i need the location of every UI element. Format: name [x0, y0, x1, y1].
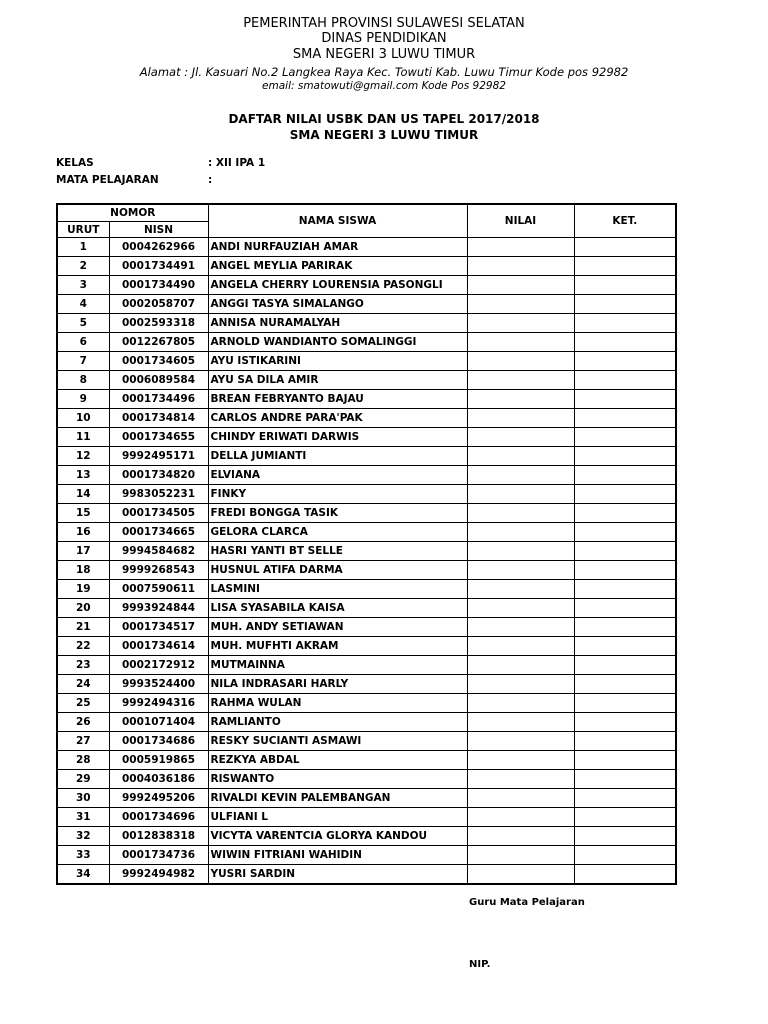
- row-nisn: 9983052231: [109, 485, 208, 504]
- row-number: 17: [57, 542, 109, 561]
- row-nisn: 0001734736: [109, 846, 208, 865]
- row-nilai: [467, 865, 574, 885]
- row-nilai: [467, 713, 574, 732]
- row-student-name: WIWIN FITRIANI WAHIDIN: [208, 846, 467, 865]
- row-nisn: 0004262966: [109, 238, 208, 257]
- row-ket: [574, 276, 676, 295]
- row-number: 1: [57, 238, 109, 257]
- row-student-name: ANGGI TASYA SIMALANGO: [208, 295, 467, 314]
- header-address: Alamat : Jl. Kasuari No.2 Langkea Raya Kec. Towuti Kab. Luwu Timur Kode pos 92982: [139, 65, 629, 79]
- header-urut: URUT: [57, 222, 109, 238]
- row-student-name: DELLA JUMIANTI: [208, 447, 467, 466]
- row-student-name: ARNOLD WANDIANTO SOMALINGGI: [208, 333, 467, 352]
- row-number: 30: [57, 789, 109, 808]
- row-ket: [574, 865, 676, 885]
- row-ket: [574, 599, 676, 618]
- row-number: 22: [57, 637, 109, 656]
- row-nisn: 0001734820: [109, 466, 208, 485]
- row-number: 7: [57, 352, 109, 371]
- table-row: [57, 827, 676, 846]
- row-nisn: 0001734655: [109, 428, 208, 447]
- table-row: [57, 846, 676, 865]
- row-student-name: AYU SA DILA AMIR: [208, 371, 467, 390]
- row-nilai: [467, 618, 574, 637]
- row-student-name: CARLOS ANDRE PARA'PAK: [208, 409, 467, 428]
- row-nilai: [467, 238, 574, 257]
- row-nisn: 0001734686: [109, 732, 208, 751]
- row-nilai: [467, 561, 574, 580]
- row-nisn: 0002172912: [109, 656, 208, 675]
- row-nisn: 0001734696: [109, 808, 208, 827]
- row-nisn: 0001734605: [109, 352, 208, 371]
- row-nilai: [467, 637, 574, 656]
- table-row: [57, 428, 676, 447]
- row-ket: [574, 333, 676, 352]
- table-row: [57, 637, 676, 656]
- row-ket: [574, 542, 676, 561]
- row-nisn: 9992494316: [109, 694, 208, 713]
- row-nilai: [467, 656, 574, 675]
- row-nilai: [467, 428, 574, 447]
- row-student-name: FINKY: [208, 485, 467, 504]
- row-nilai: [467, 789, 574, 808]
- table-row: [57, 732, 676, 751]
- table-row: [57, 238, 676, 257]
- row-nilai: [467, 675, 574, 694]
- row-nilai: [467, 295, 574, 314]
- row-student-name: REZKYA ABDAL: [208, 751, 467, 770]
- mapel-value: :: [208, 174, 213, 186]
- row-number: 12: [57, 447, 109, 466]
- table-row: [57, 333, 676, 352]
- row-student-name: NILA INDRASARI HARLY: [208, 675, 467, 694]
- table-row: [57, 865, 676, 885]
- row-nilai: [467, 276, 574, 295]
- row-ket: [574, 770, 676, 789]
- row-number: 34: [57, 865, 109, 885]
- row-student-name: RESKY SUCIANTI ASMAWI: [208, 732, 467, 751]
- row-student-name: LASMINI: [208, 580, 467, 599]
- header-nomor: NOMOR: [57, 204, 208, 222]
- table-row: [57, 314, 676, 333]
- row-nisn: 0002593318: [109, 314, 208, 333]
- table-row: [57, 675, 676, 694]
- row-ket: [574, 656, 676, 675]
- header-nama-siswa: NAMA SISWA: [208, 204, 467, 238]
- row-ket: [574, 295, 676, 314]
- row-number: 27: [57, 732, 109, 751]
- row-number: 4: [57, 295, 109, 314]
- row-ket: [574, 694, 676, 713]
- row-nisn: 0012267805: [109, 333, 208, 352]
- row-nilai: [467, 485, 574, 504]
- row-number: 24: [57, 675, 109, 694]
- table-row: [57, 409, 676, 428]
- row-number: 21: [57, 618, 109, 637]
- document-subtitle: SMA NEGERI 3 LUWU TIMUR: [289, 128, 479, 142]
- table-row: [57, 618, 676, 637]
- table-row: [57, 808, 676, 827]
- table-row: [57, 257, 676, 276]
- table-row: [57, 770, 676, 789]
- row-nilai: [467, 732, 574, 751]
- row-nilai: [467, 694, 574, 713]
- table-row: [57, 390, 676, 409]
- kelas-label: KELAS: [56, 157, 94, 169]
- row-ket: [574, 314, 676, 333]
- row-ket: [574, 789, 676, 808]
- table-row: [57, 371, 676, 390]
- row-number: 18: [57, 561, 109, 580]
- table-row: [57, 713, 676, 732]
- row-nisn: 9992495206: [109, 789, 208, 808]
- row-ket: [574, 732, 676, 751]
- header-nisn: NISN: [109, 222, 208, 238]
- row-nilai: [467, 599, 574, 618]
- table-row: [57, 447, 676, 466]
- row-student-name: ANGELA CHERRY LOURENSIA PASONGLI: [208, 276, 467, 295]
- row-number: 33: [57, 846, 109, 865]
- row-number: 23: [57, 656, 109, 675]
- row-nisn: 9994584682: [109, 542, 208, 561]
- row-ket: [574, 485, 676, 504]
- row-nilai: [467, 751, 574, 770]
- table-row: [57, 504, 676, 523]
- row-number: 10: [57, 409, 109, 428]
- row-student-name: RAHMA WULAN: [208, 694, 467, 713]
- row-number: 28: [57, 751, 109, 770]
- table-row: [57, 276, 676, 295]
- row-student-name: AYU ISTIKARINI: [208, 352, 467, 371]
- row-student-name: HASRI YANTI BT SELLE: [208, 542, 467, 561]
- row-ket: [574, 580, 676, 599]
- row-nisn: 0004036186: [109, 770, 208, 789]
- row-number: 2: [57, 257, 109, 276]
- row-ket: [574, 618, 676, 637]
- header-government: PEMERINTAH PROVINSI SULAWESI SELATAN: [243, 16, 525, 31]
- row-nisn: 0001071404: [109, 713, 208, 732]
- row-student-name: CHINDY ERIWATI DARWIS: [208, 428, 467, 447]
- row-number: 26: [57, 713, 109, 732]
- row-nisn: 0001734490: [109, 276, 208, 295]
- row-ket: [574, 637, 676, 656]
- row-student-name: ANDI NURFAUZIAH AMAR: [208, 238, 467, 257]
- row-ket: [574, 846, 676, 865]
- row-number: 29: [57, 770, 109, 789]
- row-number: 15: [57, 504, 109, 523]
- row-nilai: [467, 466, 574, 485]
- row-number: 5: [57, 314, 109, 333]
- signature-teacher-label: Guru Mata Pelajaran: [469, 897, 585, 908]
- table-row: [57, 580, 676, 599]
- row-student-name: MUTMAINNA: [208, 656, 467, 675]
- row-ket: [574, 713, 676, 732]
- row-student-name: MUH. MUFHTI AKRAM: [208, 637, 467, 656]
- row-nisn: 9992495171: [109, 447, 208, 466]
- row-ket: [574, 390, 676, 409]
- row-nilai: [467, 580, 574, 599]
- row-number: 19: [57, 580, 109, 599]
- row-nilai: [467, 846, 574, 865]
- row-ket: [574, 409, 676, 428]
- table-row: [57, 523, 676, 542]
- row-number: 16: [57, 523, 109, 542]
- table-row: [57, 466, 676, 485]
- row-ket: [574, 447, 676, 466]
- row-nilai: [467, 808, 574, 827]
- row-nisn: 9999268543: [109, 561, 208, 580]
- header-department: DINAS PENDIDIKAN: [321, 31, 447, 46]
- table-row: [57, 352, 676, 371]
- table-row: [57, 485, 676, 504]
- row-nisn: 0007590611: [109, 580, 208, 599]
- header-ket: KET.: [574, 204, 676, 238]
- row-nisn: 0005919865: [109, 751, 208, 770]
- row-ket: [574, 371, 676, 390]
- row-student-name: HUSNUL ATIFA DARMA: [208, 561, 467, 580]
- header-email: email: smatowuti@gmail.com Kode Pos 92982: [262, 80, 506, 92]
- row-student-name: ELVIANA: [208, 466, 467, 485]
- row-ket: [574, 257, 676, 276]
- row-ket: [574, 428, 676, 447]
- row-nilai: [467, 409, 574, 428]
- row-student-name: LISA SYASABILA KAISA: [208, 599, 467, 618]
- table-row: [57, 751, 676, 770]
- row-nisn: 0001734614: [109, 637, 208, 656]
- grades-table: [56, 203, 677, 885]
- row-nisn: 0001734491: [109, 257, 208, 276]
- row-student-name: RIVALDI KEVIN PALEMBANGAN: [208, 789, 467, 808]
- row-nilai: [467, 257, 574, 276]
- row-student-name: BREAN FEBRYANTO BAJAU: [208, 390, 467, 409]
- table-row: [57, 295, 676, 314]
- row-nisn: 0002058707: [109, 295, 208, 314]
- row-ket: [574, 675, 676, 694]
- row-student-name: RAMLIANTO: [208, 713, 467, 732]
- row-nilai: [467, 542, 574, 561]
- row-nilai: [467, 447, 574, 466]
- mapel-label: MATA PELAJARAN: [56, 174, 159, 186]
- row-nilai: [467, 523, 574, 542]
- table-row: [57, 789, 676, 808]
- row-nilai: [467, 333, 574, 352]
- row-number: 25: [57, 694, 109, 713]
- row-nisn: 0012838318: [109, 827, 208, 846]
- row-student-name: FREDI BONGGA TASIK: [208, 504, 467, 523]
- row-number: 13: [57, 466, 109, 485]
- row-ket: [574, 523, 676, 542]
- row-number: 6: [57, 333, 109, 352]
- row-nilai: [467, 352, 574, 371]
- row-student-name: VICYTA VARENTCIA GLORYA KANDOU: [208, 827, 467, 846]
- row-nilai: [467, 371, 574, 390]
- row-student-name: GELORA CLARCA: [208, 523, 467, 542]
- row-student-name: ANGEL MEYLIA PARIRAK: [208, 257, 467, 276]
- row-number: 11: [57, 428, 109, 447]
- row-student-name: ANNISA NURAMALYAH: [208, 314, 467, 333]
- table-row: [57, 561, 676, 580]
- row-ket: [574, 808, 676, 827]
- row-nisn: 9993924844: [109, 599, 208, 618]
- table-row: [57, 542, 676, 561]
- kelas-value: : XII IPA 1: [208, 157, 266, 169]
- row-student-name: RISWANTO: [208, 770, 467, 789]
- row-nilai: [467, 314, 574, 333]
- row-nisn: 9993524400: [109, 675, 208, 694]
- row-ket: [574, 827, 676, 846]
- row-nisn: 0001734505: [109, 504, 208, 523]
- row-student-name: YUSRI SARDIN: [208, 865, 467, 885]
- row-nilai: [467, 827, 574, 846]
- table-row: [57, 656, 676, 675]
- document-title: DAFTAR NILAI USBK DAN US TAPEL 2017/2018: [228, 112, 540, 126]
- row-nisn: 0006089584: [109, 371, 208, 390]
- header-nilai: NILAI: [467, 204, 574, 238]
- row-ket: [574, 561, 676, 580]
- row-ket: [574, 504, 676, 523]
- row-nisn: 0001734814: [109, 409, 208, 428]
- table-row: [57, 694, 676, 713]
- row-student-name: ULFIANI L: [208, 808, 467, 827]
- table-row: [57, 599, 676, 618]
- header-school: SMA NEGERI 3 LUWU TIMUR: [292, 47, 476, 62]
- row-ket: [574, 466, 676, 485]
- row-number: 14: [57, 485, 109, 504]
- row-number: 9: [57, 390, 109, 409]
- row-nilai: [467, 770, 574, 789]
- row-number: 32: [57, 827, 109, 846]
- row-number: 3: [57, 276, 109, 295]
- row-nisn: 0001734517: [109, 618, 208, 637]
- signature-nip-label: NIP.: [469, 959, 491, 970]
- row-number: 8: [57, 371, 109, 390]
- row-nisn: 0001734665: [109, 523, 208, 542]
- row-number: 20: [57, 599, 109, 618]
- row-ket: [574, 238, 676, 257]
- row-ket: [574, 751, 676, 770]
- row-nilai: [467, 390, 574, 409]
- row-ket: [574, 352, 676, 371]
- row-nisn: 9992494982: [109, 865, 208, 885]
- row-nilai: [467, 504, 574, 523]
- row-student-name: MUH. ANDY SETIAWAN: [208, 618, 467, 637]
- row-nisn: 0001734496: [109, 390, 208, 409]
- row-number: 31: [57, 808, 109, 827]
